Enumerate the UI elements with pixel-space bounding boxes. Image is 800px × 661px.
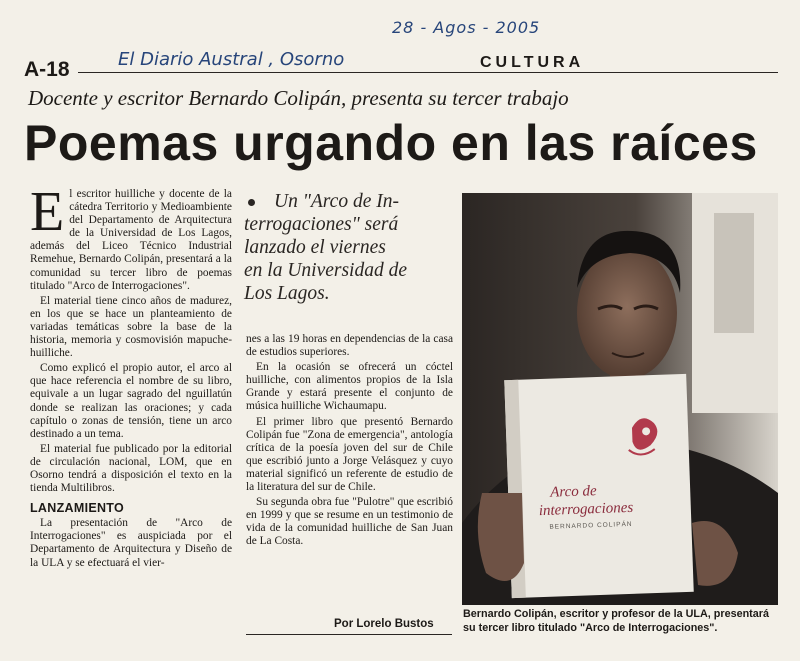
section-label: CULTURA — [470, 54, 594, 72]
paragraph-6: nes a las 19 horas en dependencias de la casa de estudios superiores. — [246, 333, 453, 359]
handwritten-source: El Diario Austral , Osorno — [118, 49, 345, 70]
book-title-line-1: Arco de — [549, 483, 597, 501]
handwritten-date: 28 - Agos - 2005 — [392, 18, 541, 37]
paragraph-1-text: l escritor huilliche y docente de la cátedra Territorio y Medioambiente del Departamento de Arquitectura de la Universidad de Los Lagos, además del Liceo Técnico Industrial Remehue, Bernardo Colipán, presentará a la comunidad su tercer libro de poemas titulado "Arco de Interrogaciones". — [30, 188, 232, 292]
pull-quote-line-3: lanzado el viernes — [244, 237, 386, 258]
paragraph-8: El primer libro que presentó Bernardo Colipán fue "Zona de emergencia", antología crítica de la poesía joven del sur de Chile que escribió junto a Jorge Velásquez y cuyo material significó un referente de estudio de la literatura del sur de Chile. — [246, 415, 453, 494]
pull-quote-line-5: Los Lagos. — [244, 283, 330, 304]
paragraph-1 — [30, 181, 232, 293]
pull-quote-line-1: Un "Arco de In- — [274, 191, 399, 212]
paragraph-3: Como explicó el propio autor, el arco al que hace referencia el nombre de su libro, equivale a un lugar sagrado del nguillatún donde se realizan las oraciones; y cada capítulo o zonas de tensión, tiene un arco destinado a un tema. — [30, 362, 232, 440]
paragraph-9: Su segunda obra fue "Pulotre" que escribió en 1999 y que se resume en un testimonio de vida de la comunidad huilliche de San Juan de La Costa. — [246, 496, 453, 548]
book-cover — [504, 374, 693, 598]
section-rule — [78, 72, 778, 73]
byline: Por Lorelo Bustos — [334, 618, 434, 630]
headline: Poemas urgando en las raíces — [24, 115, 758, 171]
dropcap: E — [30, 181, 65, 243]
pull-quote — [244, 190, 454, 305]
paragraph-4: El material fue publicado por la editorial de circulación nacional, LOM, que en Osorno tendrá a disposición el texto en la tienda Multilibros. — [30, 442, 232, 495]
paragraph-5: La presentación de "Arco de Interrogaciones" es auspiciada por el Departamento de Arquitectura y Diseño de la ULA y se efectuará el vier- — [30, 517, 232, 569]
author-photo-illustration — [462, 193, 778, 605]
page-number: A-18 — [24, 58, 70, 81]
photo-caption: Bernardo Colipán, escritor y profesor de la ULA, presentará su tercer libro titulado "Arco de Interrogaciones". — [463, 608, 769, 634]
subhead-lanzamiento: LANZAMIENTO — [30, 501, 125, 516]
body-column-2 — [246, 333, 453, 551]
byline-rule — [246, 634, 452, 635]
body-column-1 — [30, 181, 232, 572]
book-title-line-2: interrogaciones — [538, 499, 634, 520]
pull-quote-line-2: terrogaciones" será — [244, 214, 399, 235]
book-author: BERNARDO COLIPÁN — [549, 520, 633, 531]
kicker: Docente y escritor Bernardo Colipán, presenta su tercer trabajo — [28, 86, 569, 110]
author-photo — [462, 193, 778, 605]
paragraph-2: El material tiene cinco años de madurez, en los que se hace un planteamiento de variadas temáticas sobre la base de la historia, memoria y cosmovisión mapuche-huilliche. — [30, 294, 232, 360]
paragraph-7: En la ocasión se ofrecerá un cóctel huilliche, con alimentos propios de la Isla Grande y estará presente el conjunto de música huilliche Wichaumapu. — [246, 361, 453, 413]
pull-quote-line-4: en la Universidad de — [244, 260, 408, 281]
